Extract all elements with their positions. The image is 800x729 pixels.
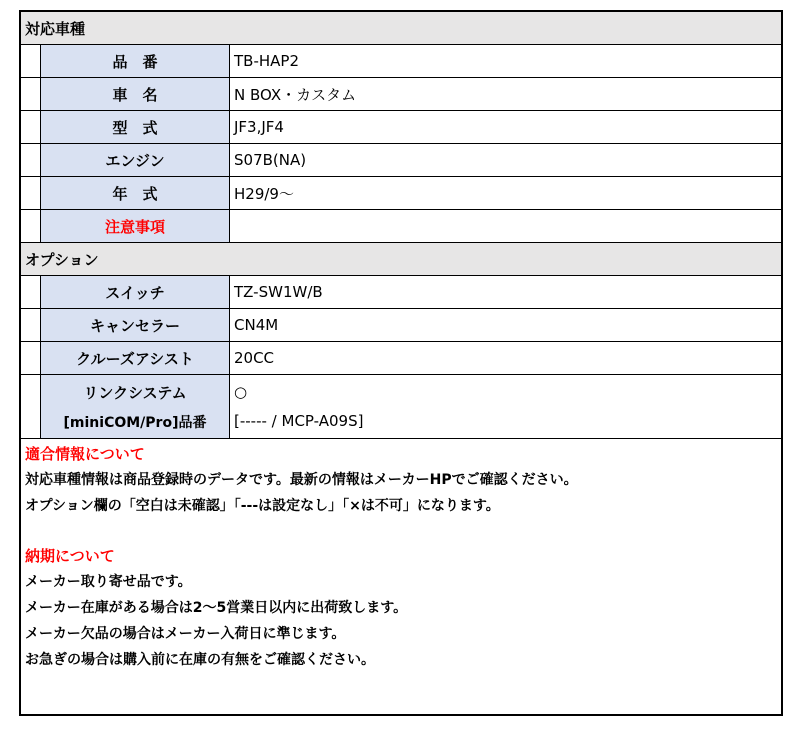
minicom-part-value: [----- / MCP-A09S] [234,412,364,431]
fit-info-line: オプション欄の「空白は未確認」「---は設定なし」「×は不可」になります。 [25,498,500,514]
model-code-value: JF3,JF4 [234,118,284,136]
cruise-assist-row [21,342,781,375]
option-section-title: オプション [25,250,99,269]
canceller-row [21,309,781,342]
model-year-label: 年 式 [40,177,230,209]
spacer [25,519,777,543]
caution-row [21,210,781,243]
vehicle-name-label: 車 名 [40,78,230,110]
vehicle-section-header [21,12,781,45]
delivery-line: メーカー欠品の場合はメーカー入荷日に準じます。 [25,626,346,642]
notes-section [21,439,781,675]
vehicle-name-value: N BOX・カスタム [234,85,357,104]
model-code-row [21,111,781,144]
canceller-value: CN4M [234,316,279,334]
link-system-label-cell [40,375,230,438]
product-number-row [21,45,781,78]
caution-value [230,210,781,242]
compatibility-sheet [19,10,783,716]
link-system-label: リンクシステム [83,383,187,402]
option-section-header [21,243,781,276]
delivery-heading: 納期について [25,547,115,565]
caution-label: 注意事項 [40,210,230,242]
model-year-value: H29/9～ [234,184,294,203]
delivery-line: メーカー在庫がある場合は2～5営業日以内に出荷致します。 [25,600,408,616]
link-system-row [21,375,781,439]
vehicle-name-row [21,78,781,111]
model-code-label: 型 式 [40,111,230,143]
delivery-line: お急ぎの場合は購入前に在庫の有無をご確認ください。 [25,652,375,668]
cruise-assist-label: クルーズアシスト [40,342,230,374]
engine-label: エンジン [40,144,230,176]
link-system-value-cell [230,375,781,438]
switch-label: スイッチ [40,276,230,308]
fit-info-line: 対応車種情報は商品登録時のデータです。最新の情報はメーカーHPでご確認ください。 [25,472,578,488]
fit-info-heading: 適合情報について [25,445,145,463]
product-number-label: 品 番 [40,45,230,77]
switch-row [21,276,781,309]
canceller-label: キャンセラー [40,309,230,341]
delivery-line: メーカー取り寄せ品です。 [25,574,192,590]
link-system-value: ○ [234,382,248,401]
engine-row [21,144,781,177]
minicom-part-label: [miniCOM/Pro]品番 [63,414,207,431]
vehicle-section-title: 対応車種 [25,19,86,38]
product-number-value: TB-HAP2 [234,52,299,70]
model-year-row [21,177,781,210]
cruise-assist-value: 20CC [234,349,275,367]
engine-value: S07B(NA) [234,151,307,169]
switch-value: TZ-SW1W/B [234,283,323,301]
